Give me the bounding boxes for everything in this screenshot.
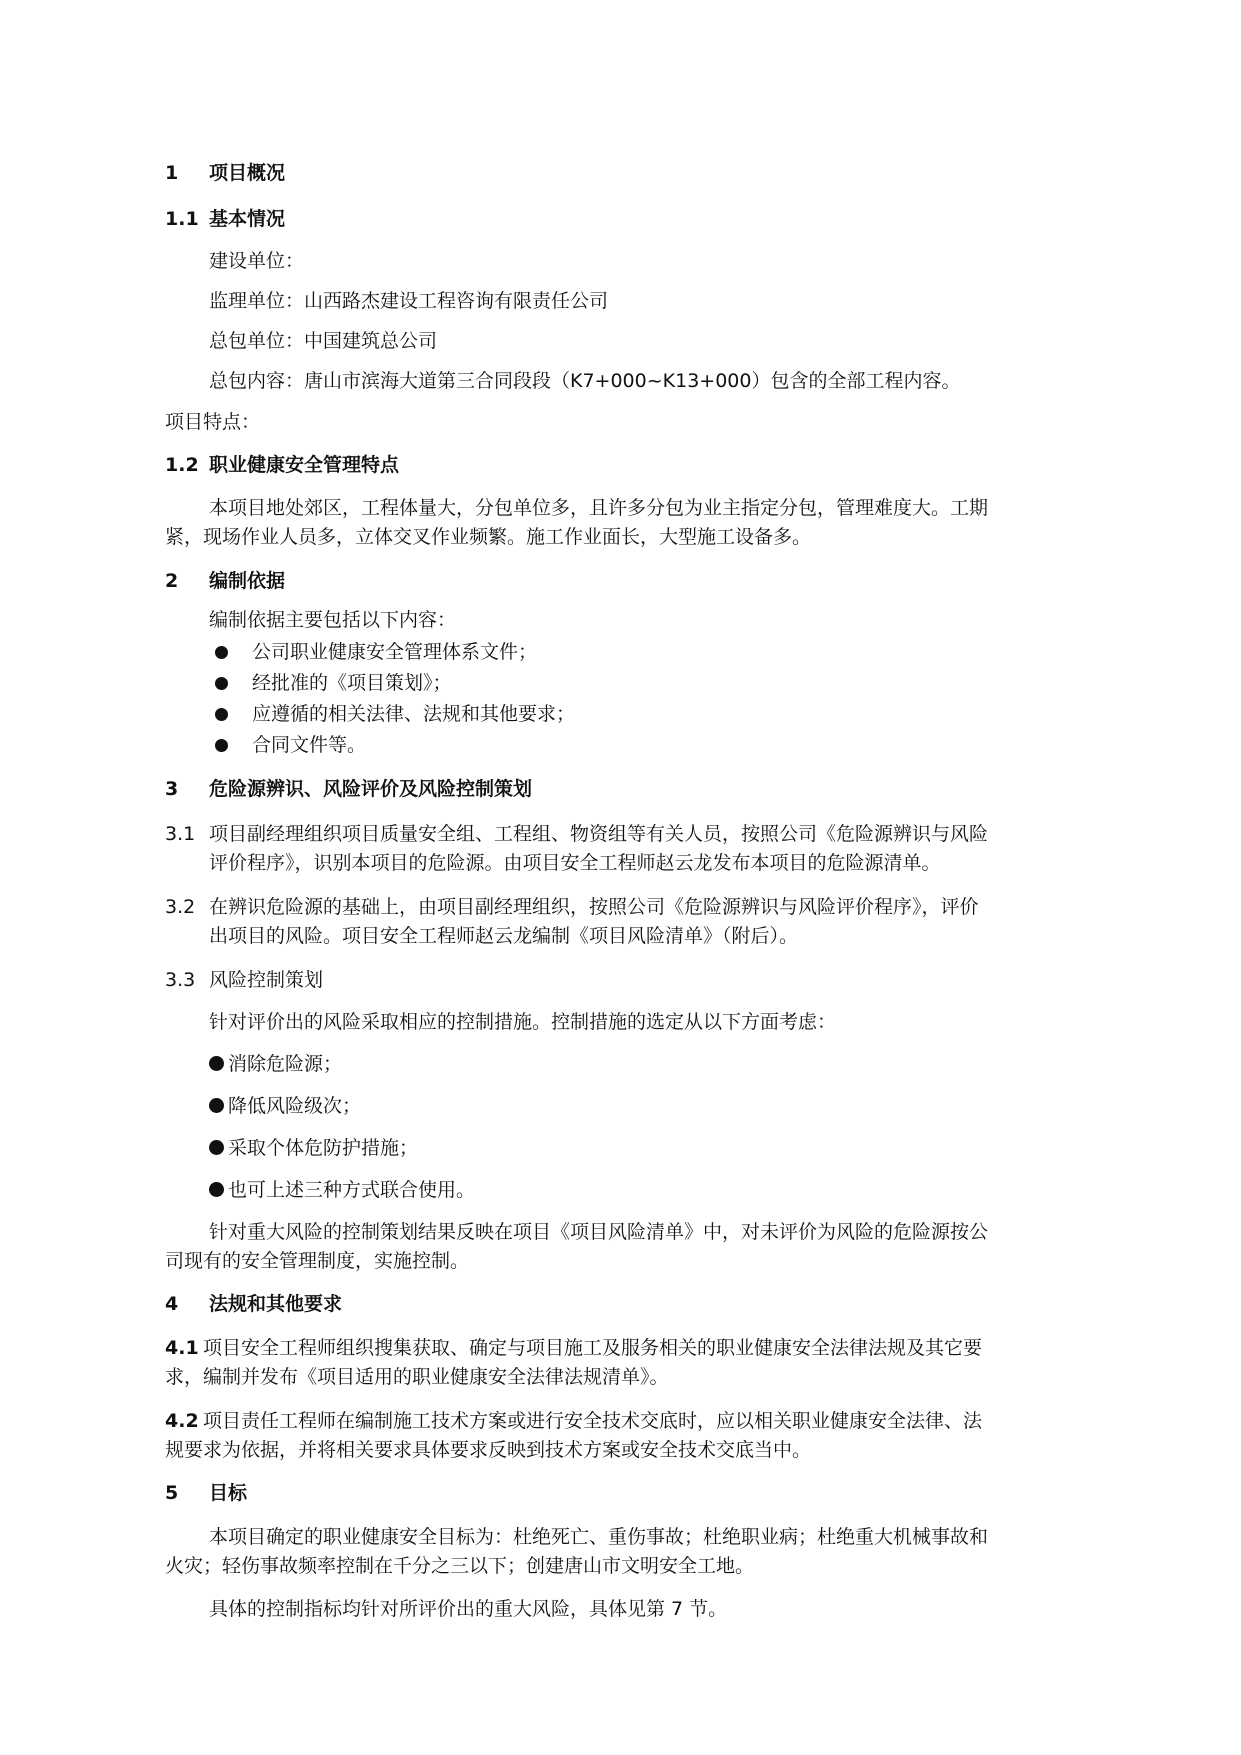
bullet-icon <box>215 739 228 752</box>
bullet-icon <box>215 646 228 659</box>
bullet-icon <box>215 708 228 721</box>
bullet-icon <box>215 677 228 690</box>
bullet-icon <box>209 1182 224 1197</box>
document-page: 1 项目概况 1.1 基本情况 建设单位： 监理单位：山西路杰建设工程咨询有限责任公司 总包单位：中国建筑总公司 总包内容：唐山市滨海大道第三合同段段（K7+000~K13+000）包含的全部工程内容。 项目特点： 1.2 职业健康安全管理特点 本项目地处郊区，工程体量大，分包单位多，且许多分包为业主指定分包，管理难度大。工期 紧，现场作业人员多，立体交叉作业频繁。施工作业面长，大型施工设备多。 2 编制依据 编制依据主要包括以下内容： 公司职业健康安全管理体系文件； 经批准的《项目策划》； 应遵循的相关法律、法规和其他要求； 合同文件等。 3 危险源辨识、风险评价及风险控制策划 3.1 项目副经理组织项目质量安全组、工程组、物资组等有关人员，按照公司《危险源辨识与风险 评价程序》，识别本项目的危险源。由项目安全工程师赵云龙发布本项目的危险源清单。 3.2 在辨识危险源的基础上，由项目副经理组织，按照公司《危险源辨识与风险评价程序》，评价 出项目的风险。项目安全工程师赵云龙编制《项目风险清单》（附后）。 3.3 风险控制策划 针对评价出的风险采取相应的控制措施。控制措施的选定从以下方面考虑： 消除危险源； 降低风险级次； 采取个体危防护措施； 也可上述三种方式联合使用。 针对重大风险的控制策划结果反映在项目《项目风险清单》中，对未评价为风险的危险源按公 司现有的安全管理制度，实施控制。 4 法规和其他要求 4.1 项目安全工程师组织搜集获取、确定与项目施工及服务相关的职业健康安全法律法规及其它要 求，编制并发布《项目适用的职业健康安全法律法规清单》。 4.2 项目责任工程师在编制施工技术方案或进行安全技术交底时，应以相关职业健康安全法律、法 规要求为依据，并将相关要求具体要求反映到技术方案或安全技术交底当中。 5 目标 本项目确定的职业健康安全目标为：杜绝死亡、重伤事故；杜绝职业病；杜绝重大机械事故和 火灾；轻伤事故频率控制在千分之三以下；创建唐山市文明安全工地。 具体的控制指标均针对所评价出的重大风险，具体见第 7 节。 <box>165 162 989 1620</box>
bullet-icon <box>209 1098 224 1113</box>
bullet-icon <box>209 1140 224 1155</box>
bullet-icon <box>209 1056 224 1071</box>
